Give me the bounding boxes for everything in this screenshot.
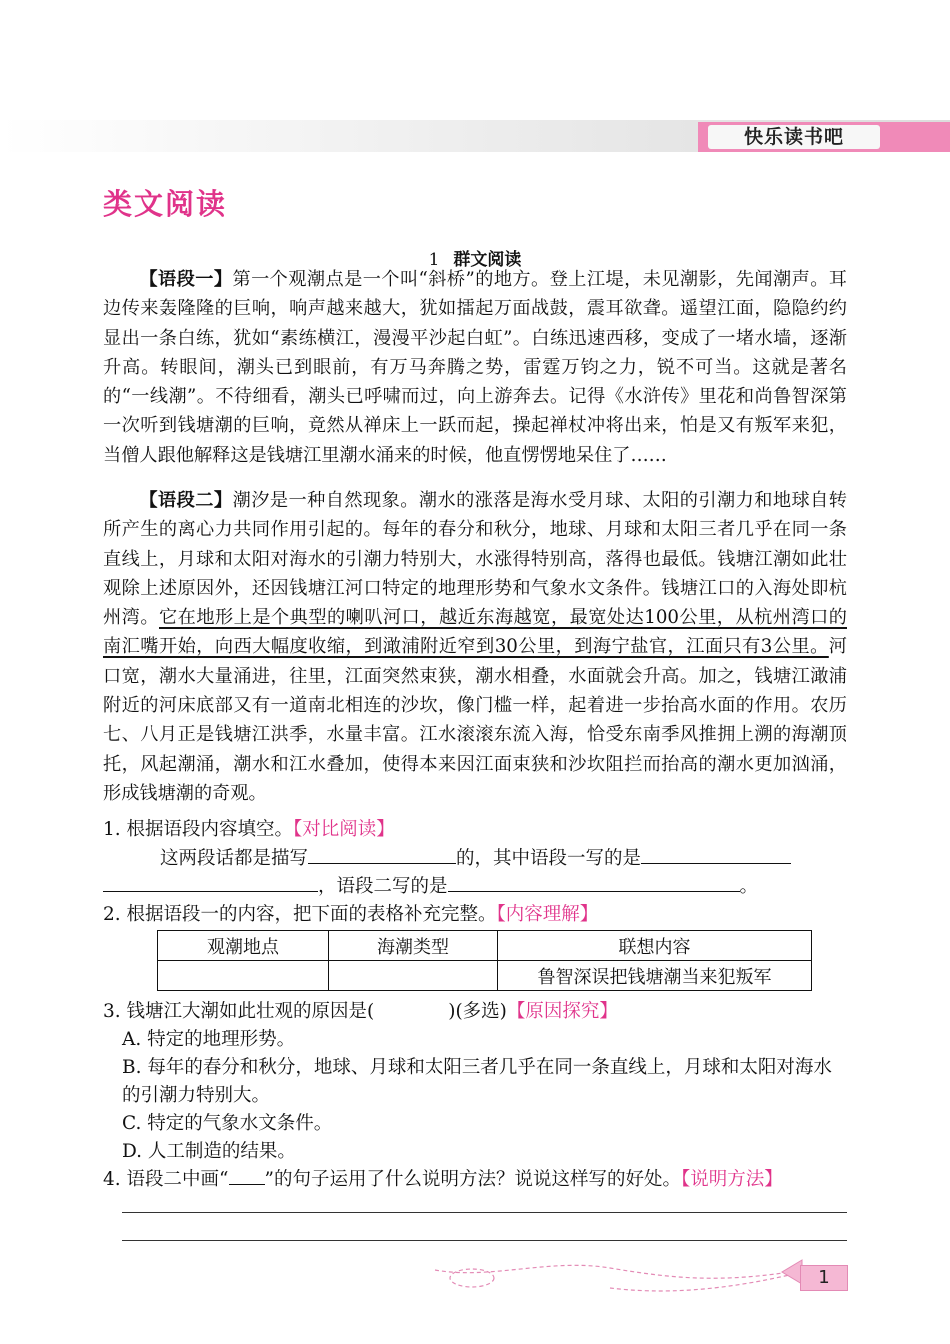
question-2-tag: 【内容理解】 [496, 904, 599, 925]
option-d[interactable]: D. 人工制造的结果。 [122, 1141, 296, 1162]
table-header-row [158, 931, 812, 961]
header-badge: 快乐读书吧 [708, 125, 880, 149]
table-header-cell: 联想内容 [498, 931, 812, 961]
passage-two-text-a: 潮汐是一种自然现象。潮水的涨落是海水受月球、太阳的引潮力和地球自转所产生的离心力共同作用引起的。每年的春分和秋分，地球、月球和太阳三者几乎在同一条直线上，月球和太阳对海水的引潮力特别大，水涨得特别高，落得也最低。钱塘江潮如此壮观除上述原因外，还因钱塘江河口特定的地理形势和气象水文条件。钱塘江口的入海处即杭州湾。 [103, 490, 847, 629]
passage-two-underlined-sentence: 它在地形上是个典型的喇叭河口，越近东海越宽，最宽处达100公里，从杭州湾口的南汇嘴开始，向西大幅度收缩，到澉浦附近窄到30公里，到海宁盐官，江面只有3公里。 [103, 607, 847, 658]
question-4-label-a: 4. 语段二中画“ [103, 1169, 229, 1190]
question-1-text-c: ，语段二写的是 [318, 876, 448, 897]
question-3-tag: 【原因探究】 [506, 1001, 618, 1022]
footer-decoration [430, 1258, 810, 1298]
passage-two-tag: 【语段二】 [139, 490, 233, 511]
section-title: 类文阅读 [103, 187, 228, 221]
question-1-line-2 [103, 873, 847, 901]
question-1-tag: 【对比阅读】 [293, 819, 395, 840]
table-header-cell: 观潮地点 [158, 931, 329, 961]
question-3-label: 3. 钱塘江大潮如此壮观的原因是( )(多选) [103, 1001, 507, 1022]
answer-line-2[interactable] [122, 1240, 847, 1241]
table-answer-cell[interactable] [158, 961, 329, 991]
underline-sample [229, 1170, 265, 1185]
article-number: 1 [428, 250, 440, 270]
table-cell: 鲁智深误把钱塘潮当来犯叛军 [498, 961, 812, 991]
passage-two-text-b: 河口宽，潮水大量涌进，往里，江面突然束狭，潮水相叠，水面就会升高。加之，钱塘江澉浦附近的河床底部又有一道南北相连的沙坎，像门槛一样，起着进一步抬高水面的作用。农历七、八月正是钱塘江洪季，水量丰富。江水滚滚东流入海，恰受东南季风推拥上溯的海潮顶托，风起潮涌，潮水和江水叠加，使得本来因江面束狭和沙坎阻拦而抬高的潮水更加汹涌，形成钱塘潮的奇观。 [103, 636, 847, 804]
page-number: 1 [800, 1265, 848, 1291]
question-4-tag: 【说明方法】 [680, 1169, 783, 1190]
question-4-label-b: ”的句子运用了什么说明方法？说说这样写的好处。 [264, 1169, 681, 1190]
passage-two [103, 486, 847, 808]
table-answer-cell[interactable] [329, 961, 498, 991]
answer-blank-4[interactable] [448, 873, 740, 892]
passage-one-tag: 【语段一】 [139, 269, 233, 290]
table-row [158, 961, 812, 991]
question-1-label: 1. 根据语段内容填空。 [103, 819, 294, 840]
question-2-table [157, 930, 812, 991]
option-a[interactable]: A. 特定的地理形势。 [122, 1029, 296, 1050]
article-title-text: 群文阅读 [453, 250, 522, 270]
question-4 [103, 1166, 847, 1194]
answer-line-1[interactable] [122, 1212, 847, 1213]
question-1-end: 。 [739, 876, 759, 897]
question-3 [103, 998, 847, 1026]
question-1-text-a: 这两段话都是描写 [160, 848, 309, 869]
question-1-line-1 [160, 845, 850, 873]
option-c[interactable]: C. 特定的气象水文条件。 [122, 1113, 333, 1134]
passage-one-text: 第一个观潮点是一个叫“斜桥”的地方。登上江堤，未见潮影，先闻潮声。耳边传来轰隆隆的巨响，响声越来越大，犹如擂起万面战鼓，震耳欲聋。遥望江面，隐隐约约显出一条白练，犹如“素练横江，漫漫平沙起白虹”。白练迅速西移，变成了一堵水墙，逐渐升高。转眼间，潮头已到眼前，有万马奔腾之势，雷霆万钧之力，锐不可当。这就是著名的“一线潮”。不待细看，潮头已呼啸而过，向上游奔去。记得《水浒传》里花和尚鲁智深第一次听到钱塘潮的巨响，竟然从禅床上一跃而起，操起禅杖冲将出来，怕是又有叛军来犯，当僧人跟他解释这是钱塘江里潮水涌来的时候，他直愣愣地呆住了…… [103, 269, 847, 466]
answer-blank-1[interactable] [308, 845, 456, 864]
answer-blank-3[interactable] [103, 873, 318, 892]
passage-one [103, 265, 847, 470]
answer-blank-2[interactable] [641, 845, 791, 864]
table-header-cell: 海潮类型 [329, 931, 498, 961]
question-1 [103, 816, 847, 844]
question-1-text-b: 的，其中语段一写的是 [456, 848, 642, 869]
question-2-label: 2. 根据语段一的内容，把下面的表格补充完整。 [103, 904, 497, 925]
question-2 [103, 901, 847, 929]
option-b[interactable]: B. 每年的春分和秋分，地球、月球和太阳三者几乎在同一条直线上，月球和太阳对海水的引潮力特别大。 [122, 1057, 832, 1106]
